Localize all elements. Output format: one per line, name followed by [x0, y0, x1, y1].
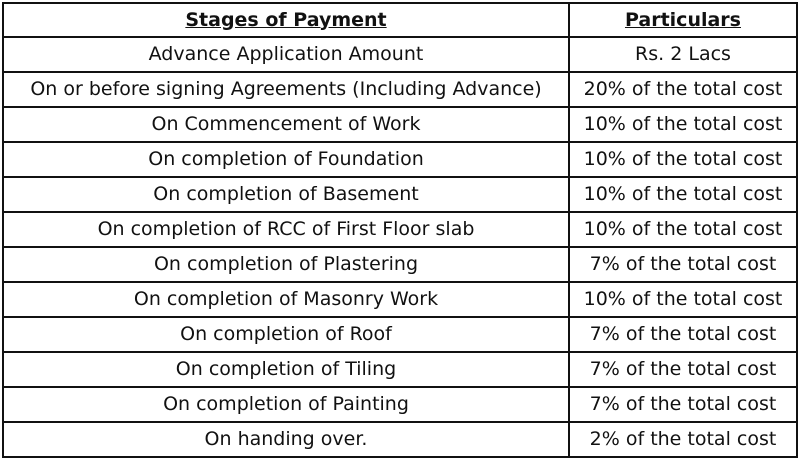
- particulars-cell: 10% of the total cost: [569, 142, 797, 177]
- particulars-cell: 10% of the total cost: [569, 177, 797, 212]
- table-header-row: [3, 3, 797, 37]
- table-row: [3, 107, 797, 142]
- stage-cell: Advance Application Amount: [3, 37, 569, 72]
- table-row: [3, 177, 797, 212]
- stage-cell: On completion of Plastering: [3, 247, 569, 282]
- payment-stages-table: [2, 2, 798, 458]
- particulars-cell: 2% of the total cost: [569, 422, 797, 457]
- table-row: [3, 352, 797, 387]
- table-row: [3, 142, 797, 177]
- stage-cell: On Commencement of Work: [3, 107, 569, 142]
- particulars-header: Particulars: [569, 3, 797, 37]
- particulars-cell: 7% of the total cost: [569, 247, 797, 282]
- table-row: [3, 317, 797, 352]
- stage-cell: On handing over.: [3, 422, 569, 457]
- stage-cell: On completion of Foundation: [3, 142, 569, 177]
- particulars-cell: 10% of the total cost: [569, 212, 797, 247]
- table-row: [3, 282, 797, 317]
- stage-cell: On completion of RCC of First Floor slab: [3, 212, 569, 247]
- particulars-cell: 7% of the total cost: [569, 352, 797, 387]
- particulars-cell: Rs. 2 Lacs: [569, 37, 797, 72]
- particulars-cell: 7% of the total cost: [569, 387, 797, 422]
- particulars-cell: 10% of the total cost: [569, 282, 797, 317]
- stage-cell: On completion of Masonry Work: [3, 282, 569, 317]
- table-row: [3, 422, 797, 457]
- stage-cell: On completion of Roof: [3, 317, 569, 352]
- stage-cell: On completion of Tiling: [3, 352, 569, 387]
- table-row: [3, 72, 797, 107]
- stage-cell: On or before signing Agreements (Including Advance): [3, 72, 569, 107]
- particulars-cell: 10% of the total cost: [569, 107, 797, 142]
- particulars-cell: 20% of the total cost: [569, 72, 797, 107]
- stages-of-payment-header: Stages of Payment: [3, 3, 569, 37]
- table-row: [3, 387, 797, 422]
- stage-cell: On completion of Basement: [3, 177, 569, 212]
- stage-cell: On completion of Painting: [3, 387, 569, 422]
- table-row: [3, 212, 797, 247]
- table-row: [3, 37, 797, 72]
- table-row: [3, 247, 797, 282]
- particulars-cell: 7% of the total cost: [569, 317, 797, 352]
